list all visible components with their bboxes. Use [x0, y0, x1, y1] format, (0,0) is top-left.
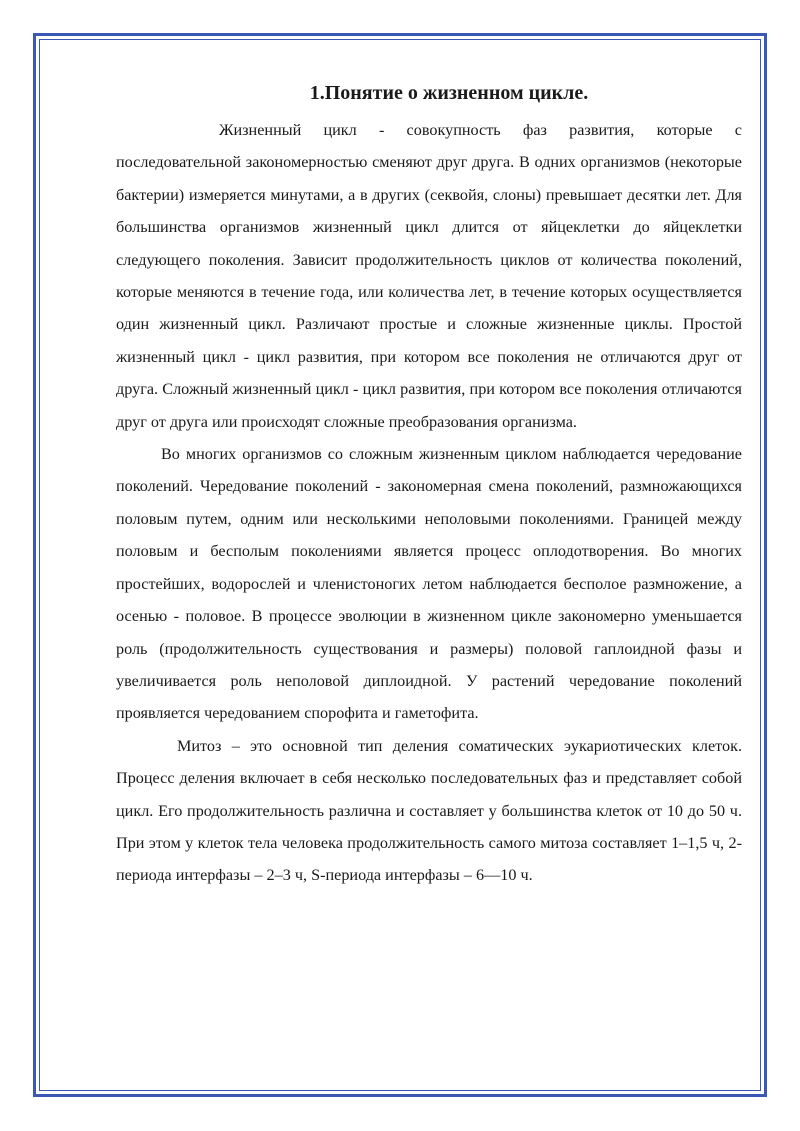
- paragraph-alternation-of-generations: Во многих организмов со сложным жизненным циклом наблюдается чередование поколений. Чередование поколений - закономерная смена поколений, размножающихся половым путем, одним или несколькими неполовыми поколениями. Границей между половым и бесполым поколениями является процесс оплодотворения. Во многих простейших, водорослей и членистоногих летом наблюдается бесполое размножение, а осенью - половое. В процессе эволюции в жизненном цикле закономерно уменьшается роль (продолжительность существования и размеры) половой гаплоидной фазы и увеличивается роль неполовой диплоидной. У растений чередование поколений проявляется чередованием спорофита и гаметофита.: [116, 445, 742, 723]
- paragraph-mitosis: Митоз – это основной тип деления соматических эукариотических клеток. Процесс деления включает в себя несколько последовательных фаз и представляет собой цикл. Его продолжительность различна и составляет у большинства клеток от 10 до 50 ч. При этом у клеток тела человека продолжительность самого митоза составляет 1–1,5 ч, 2-периода интерфазы – 2–3 ч, S-периода интерфазы – 6—10 ч.: [116, 736, 742, 885]
- document-body: [116, 78, 742, 892]
- paragraph-life-cycle: Жизненный цикл - совокупность фаз развития, которые с последовательной закономерностью сменяют друг друга. В одних организмов (некоторые бактерии) измеряется минутами, а в других (секвойя, слоны) превышает десятки лет. Для большинства организмов жизненный цикл длится от яйцеклетки до яйцеклетки следующего поколения. Зависит продолжительность циклов от количества поколений, которые меняются в течение года, или количества лет, в течение которых осуществляется один жизненный цикл. Различают простые и сложные жизненные циклы. Простой жизненный цикл - цикл развития, при котором все поколения не отличаются друг от друга. Сложный жизненный цикл - цикл развития, при котором все поколения отличаются друг от друга или происходят сложные преобразования организма.: [116, 121, 742, 431]
- section-title: 1.Понятие о жизненном цикле.: [309, 82, 589, 104]
